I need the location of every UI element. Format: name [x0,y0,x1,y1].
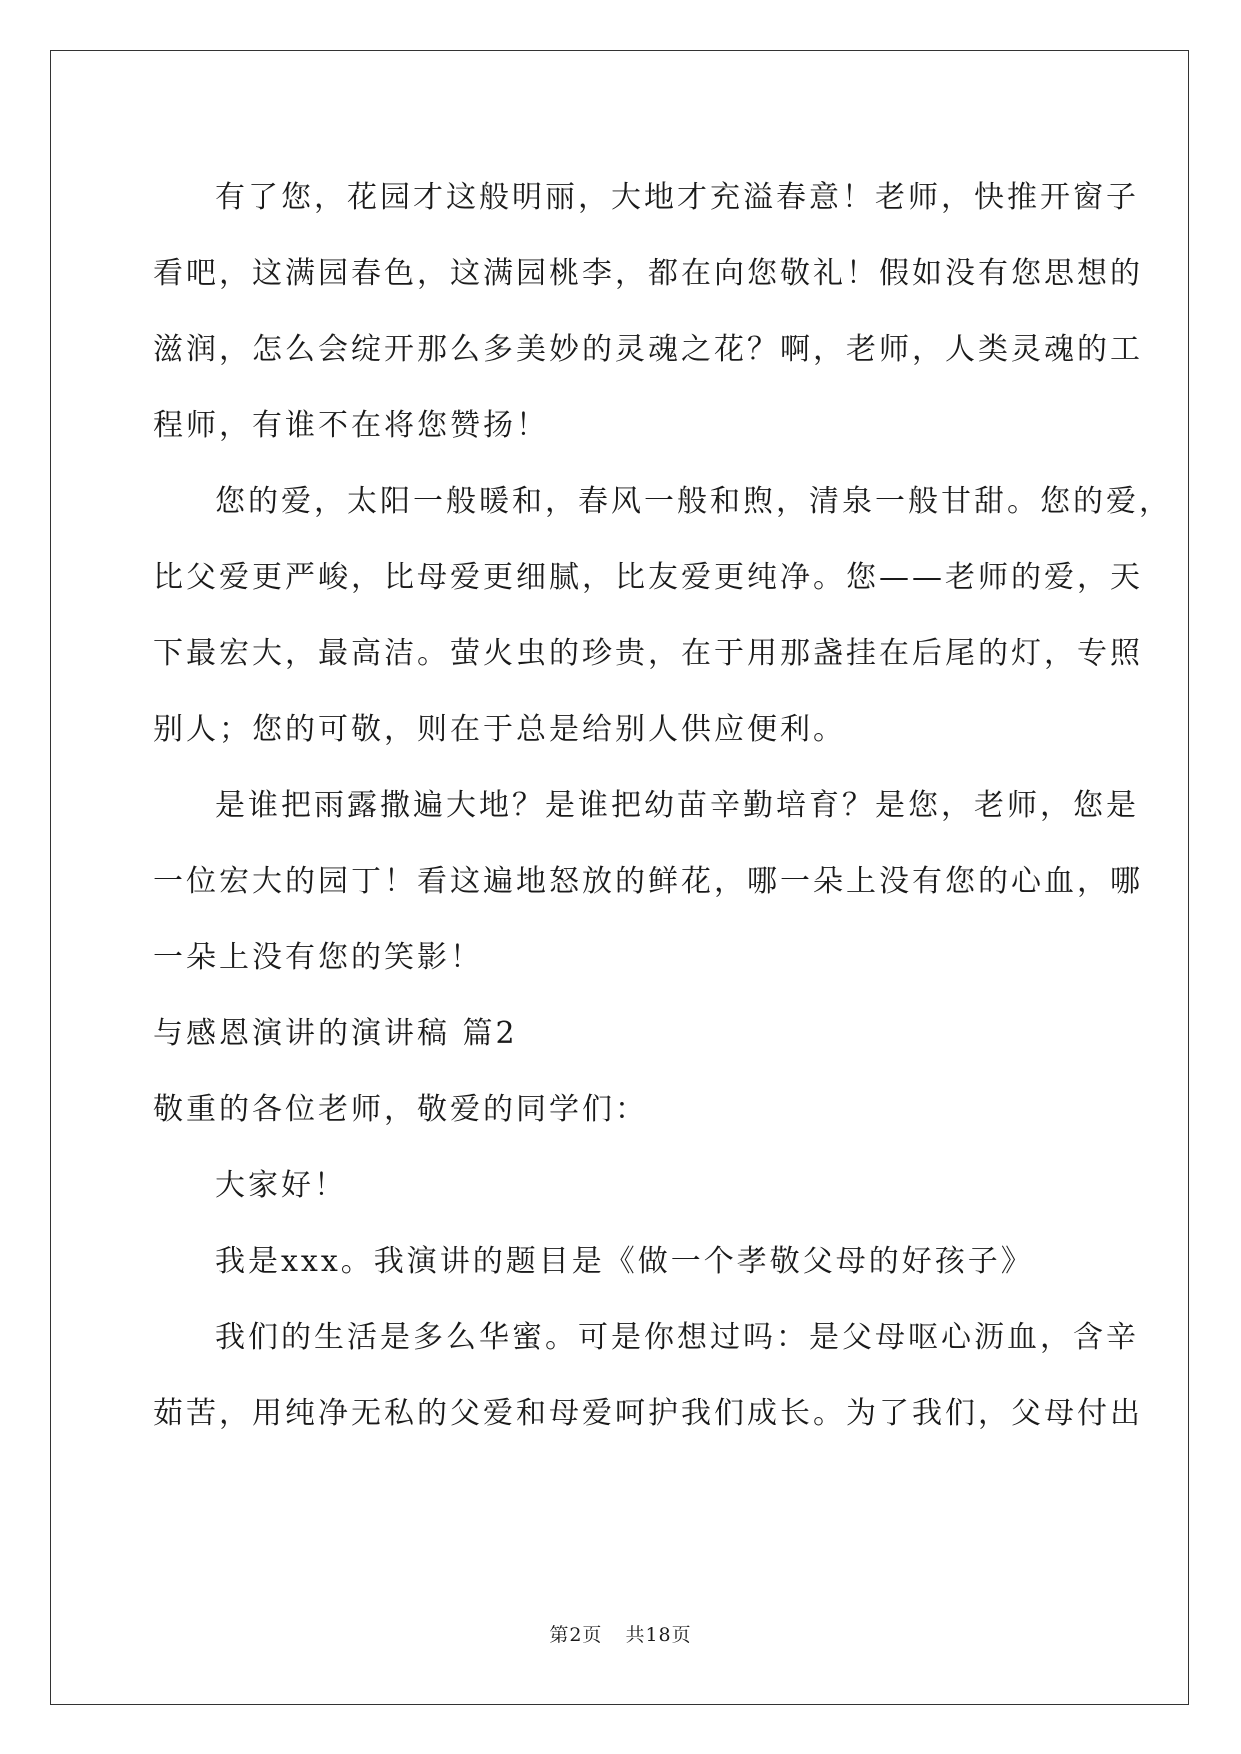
greeting: 大家好！ [215,1168,347,1203]
text-line: 您的爱，太阳一般暖和，春风一般和煦，清泉一般甘甜。您的爱， [215,484,1172,519]
document-body [153,160,1172,1452]
text-line: 我们的生活是多么华蜜。可是你想过吗：是父母呕心沥血，含辛 [215,1320,1139,1355]
text-line: 一朵上没有您的笑影！ [153,940,483,975]
text-line: 茹苦，用纯净无私的父爱和母爱呵护我们成长。为了我们，父母付出 [153,1396,1143,1431]
page-number: 第2页 [549,1624,603,1646]
text-line: 比父爱更严峻，比母爱更细腻，比友爱更纯净。您——老师的爱，天 [153,560,1143,595]
text-line: 滋润，怎么会绽开那么多美妙的灵魂之花？啊，老师，人类灵魂的工 [153,332,1143,367]
text-line: 我是xxx。我演讲的题目是《做一个孝敬父母的好孩子》 [215,1244,1034,1279]
text-line: 有了您，花园才这般明丽，大地才充溢春意！老师，快推开窗子 [215,180,1139,215]
text-line: 程师，有谁不在将您赞扬！ [153,408,549,443]
page-total: 共18页 [625,1624,692,1646]
text-line: 看吧，这满园春色，这满园桃李，都在向您敬礼！假如没有您思想的 [153,256,1143,291]
section-heading: 与感恩演讲的演讲稿 篇2 [153,1016,518,1051]
text-line: 是谁把雨露撒遍大地？是谁把幼苗辛勤培育？是您，老师，您是 [215,788,1139,823]
text-line: 下最宏大，最高洁。萤火虫的珍贵，在于用那盏挂在后尾的灯，专照 [153,636,1143,671]
text-line: 别人；您的可敬，则在于总是给别人供应便利。 [153,712,846,747]
page-footer [0,1620,1241,1647]
salutation: 敬重的各位老师，敬爱的同学们： [153,1092,648,1127]
text-line: 一位宏大的园丁！看这遍地怒放的鲜花，哪一朵上没有您的心血，哪 [153,864,1143,899]
